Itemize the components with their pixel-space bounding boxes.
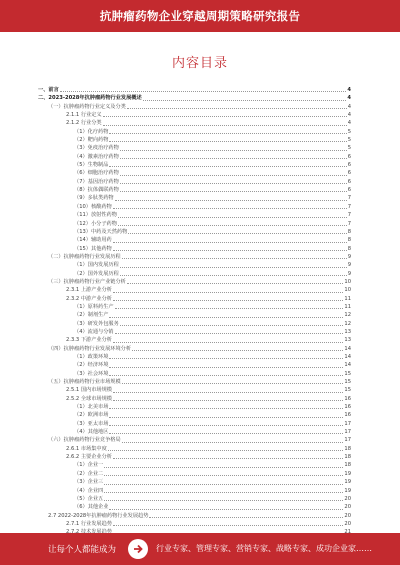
toc-entry-label: 2.7 2022-2028年抗肿瘤药物行业发展趋势: [48, 512, 149, 519]
toc-entry-label: （1）政策环境: [74, 354, 109, 360]
toc-entry-page: 11: [344, 295, 351, 302]
toc-dot-leader: [109, 374, 343, 376]
toc-entry[interactable]: [38, 236, 351, 244]
toc-entry-page: 6: [347, 178, 351, 185]
toc-entry-label: （2）经济环境: [74, 362, 109, 369]
toc-dot-leader: [109, 366, 343, 368]
toc-entry-label: （4）企业四: [74, 487, 104, 494]
toc-entry-page: 9: [347, 253, 351, 260]
toc-dot-leader: [113, 207, 347, 209]
toc-dot-leader: [109, 165, 346, 167]
toc-entry-label: （7）基因治疗药物: [74, 178, 119, 185]
toc-entry[interactable]: [38, 295, 351, 303]
toc-entry-label: （5）生物制品: [74, 162, 109, 169]
toc-entry[interactable]: [38, 303, 351, 311]
toc-entry[interactable]: [38, 270, 351, 278]
toc-dot-leader: [109, 316, 343, 318]
toc-entry-page: 4: [347, 112, 351, 119]
toc-dot-leader: [118, 224, 347, 226]
toc-dot-leader: [122, 382, 344, 384]
toc-entry-page: 14: [344, 362, 351, 369]
toc-entry[interactable]: [38, 245, 351, 253]
footer-banner: [0, 533, 400, 565]
toc-entry-label: 2.5.2 全球市场规模: [66, 395, 112, 402]
toc-dot-leader: [132, 349, 343, 351]
toc-entry[interactable]: [38, 403, 351, 411]
toc-dot-leader: [120, 157, 347, 159]
toc-entry-page: 16: [344, 412, 351, 419]
toc-entry-page: 19: [344, 470, 351, 477]
toc-entry[interactable]: [38, 487, 351, 495]
toc-entry-page: 13: [344, 337, 351, 344]
toc-entry-label: （13）中药及天然药物: [74, 228, 128, 235]
toc-entry[interactable]: [38, 261, 351, 269]
toc-dot-leader: [113, 457, 343, 459]
toc-entry-label: （2）欧洲市场: [74, 412, 109, 419]
toc-entry[interactable]: [38, 136, 351, 144]
toc-entry[interactable]: [38, 386, 351, 394]
toc-entry-label: 二、2023-2028年抗肿瘤药物行业发展概述: [38, 95, 142, 102]
toc-entry-page: 9: [347, 262, 351, 269]
footer-tagline: 行业专家、管理专家、营销专家、战略专家、成功企业家……: [156, 544, 372, 553]
toc-entry-label: （3）研发外包服务: [74, 320, 119, 327]
toc-entry-page: 8: [347, 245, 351, 252]
toc-entry-page: 7: [347, 212, 351, 219]
toc-dot-leader: [113, 249, 347, 251]
toc-entry[interactable]: [38, 278, 351, 286]
toc-entry[interactable]: [38, 203, 351, 211]
toc-entry-label: （3）社会环境: [74, 370, 109, 377]
toc-entry-page: 8: [347, 237, 351, 244]
toc-entry-page: 8: [347, 228, 351, 235]
toc-entry-label: （12）小分子药物: [74, 220, 117, 227]
toc-entry-page: 10: [344, 287, 351, 294]
toc-entry-page: 5: [347, 145, 351, 152]
toc-entry-page: 4: [347, 87, 351, 93]
toc-entry-label: （四）抗肿瘤药物行业发展环境分析: [48, 345, 132, 352]
toc-entry-page: 20: [344, 512, 351, 519]
toc-entry[interactable]: [38, 520, 351, 528]
toc-entry-page: 16: [344, 395, 351, 402]
toc-entry[interactable]: [38, 128, 351, 136]
toc-entry-label: （1）国内发展历程: [74, 262, 119, 269]
toc-entry-label: （1）企业一: [74, 462, 104, 469]
toc-entry[interactable]: [38, 470, 351, 478]
toc-entry-label: （4）其他地区: [74, 429, 109, 436]
toc-entry[interactable]: [38, 512, 351, 520]
toc-dot-leader: [127, 282, 344, 284]
toc-dot-leader: [104, 499, 343, 501]
toc-entry-label: （二）抗肿瘤药物行业发展历程: [48, 253, 121, 260]
toc-dot-leader: [113, 399, 343, 401]
toc-dot-leader: [115, 199, 347, 201]
toc-entry[interactable]: [38, 453, 351, 461]
toc-entry-page: 12: [344, 320, 351, 327]
toc-dot-leader: [120, 266, 347, 268]
toc-entry-page: 5: [347, 128, 351, 135]
toc-dot-leader: [122, 441, 344, 443]
toc-entry[interactable]: [38, 370, 351, 378]
toc-dot-leader: [60, 90, 347, 92]
toc-entry[interactable]: [38, 186, 351, 194]
toc-dot-leader: [109, 357, 343, 359]
toc-entry-label: 2.3.2 中游产业分析: [66, 295, 112, 302]
toc-entry-page: 15: [344, 379, 351, 386]
toc-entry-page: 6: [347, 170, 351, 177]
toc-dot-leader: [109, 508, 343, 510]
toc-entry[interactable]: [38, 103, 351, 111]
toc-dot-leader: [108, 449, 344, 451]
toc-entry[interactable]: [38, 503, 351, 511]
toc-entry[interactable]: [38, 286, 351, 294]
toc-entry-label: （3）企业三: [74, 479, 104, 486]
toc-entry-label: （1）北美市场: [74, 404, 109, 411]
toc-entry[interactable]: [38, 111, 351, 119]
toc-entry-label: （1）原料药生产: [74, 303, 114, 310]
toc-entry-label: （5）企业五: [74, 495, 104, 502]
toc-entry-label: （6）细胞治疗药物: [74, 170, 119, 177]
toc-entry[interactable]: [38, 328, 351, 336]
toc-dot-leader: [109, 424, 343, 426]
toc-entry[interactable]: [38, 161, 351, 169]
toc-dot-leader: [118, 216, 347, 218]
toc-entry-label: 2.6.2 主要企业分析: [66, 454, 112, 461]
toc-entry-label: （9）多肽类药物: [74, 195, 114, 202]
toc-entry-label: （8）抗体偶联药物: [74, 187, 119, 194]
toc-dot-leader: [103, 124, 347, 126]
toc-entry-page: 16: [344, 404, 351, 411]
toc-dot-leader: [113, 391, 343, 393]
toc-entry[interactable]: [38, 345, 351, 353]
toc-dot-leader: [113, 524, 343, 526]
header-banner: [0, 0, 400, 32]
toc-entry[interactable]: [38, 336, 351, 344]
toc-entry-label: （2）国外发展历程: [74, 270, 119, 277]
toc-entry[interactable]: [38, 144, 351, 152]
toc-entry-label: 2.3.3 下游产业分析: [66, 337, 112, 344]
toc-entry-page: 4: [347, 95, 351, 102]
toc-entry[interactable]: [38, 361, 351, 369]
toc-entry-label: （2）靶向药物: [74, 137, 109, 144]
toc-title: 内容目录: [171, 56, 228, 71]
toc-entry[interactable]: [38, 228, 351, 236]
toc-entry-page: 18: [344, 462, 351, 469]
toc-entry-page: 6: [347, 162, 351, 169]
toc-entry-page: 7: [347, 195, 351, 202]
toc-dot-leader: [120, 324, 344, 326]
toc-dot-leader: [120, 182, 347, 184]
toc-entry-label: （1）化疗药物: [74, 128, 109, 135]
toc-dot-leader: [115, 332, 344, 334]
toc-entry-label: （六）抗肿瘤药物行业竞争格局: [48, 437, 121, 444]
toc-entry-label: （14）辅助用药: [74, 237, 112, 244]
toc-entry-page: 18: [344, 454, 351, 461]
toc-entry-page: 6: [347, 187, 351, 194]
toc-entry[interactable]: [38, 395, 351, 403]
toc-dot-leader: [127, 107, 347, 109]
toc-dot-leader: [104, 474, 343, 476]
toc-entry-page: 14: [344, 345, 351, 352]
toc-dot-leader: [109, 140, 346, 142]
table-of-contents: [38, 86, 351, 537]
toc-entry[interactable]: [38, 211, 351, 219]
toc-entry[interactable]: [38, 169, 351, 177]
toc-entry[interactable]: [38, 86, 351, 94]
toc-dot-leader: [128, 232, 346, 234]
toc-entry-label: 2.3.1 上游产业分析: [66, 287, 112, 294]
toc-dot-leader: [109, 416, 343, 418]
toc-entry-page: 10: [344, 278, 351, 285]
toc-entry-label: （10）核酸药物: [74, 203, 112, 210]
toc-entry-page: 7: [347, 220, 351, 227]
toc-dot-leader: [104, 466, 343, 468]
toc-entry[interactable]: [38, 253, 351, 261]
toc-dot-leader: [113, 299, 343, 301]
toc-entry-label: （三）抗肿瘤药物行业产业链分析: [48, 278, 126, 285]
toc-entry[interactable]: [38, 495, 351, 503]
toc-entry[interactable]: [38, 353, 351, 361]
footer-slogan: 让每个人都能成为: [48, 545, 117, 555]
toc-entry-page: 12: [344, 312, 351, 319]
toc-dot-leader: [104, 491, 343, 493]
toc-entry-label: （2）企业二: [74, 470, 104, 477]
toc-dot-leader: [104, 483, 343, 485]
toc-entry-label: （4）流通与分销: [74, 328, 114, 335]
toc-entry-page: 13: [344, 328, 351, 335]
toc-entry[interactable]: [38, 94, 351, 102]
toc-entry-label: （6）其他企业: [74, 504, 109, 511]
toc-entry-page: 4: [347, 120, 351, 127]
toc-entry[interactable]: [38, 220, 351, 228]
toc-entry-label: （11）放射性药物: [74, 212, 117, 219]
toc-dot-leader: [120, 190, 347, 192]
toc-entry-page: 9: [347, 270, 351, 277]
toc-entry-page: 15: [344, 387, 351, 394]
toc-entry-label: （15）其他药物: [74, 245, 112, 252]
toc-dot-leader: [120, 149, 347, 151]
toc-entry-page: 11: [344, 303, 351, 310]
toc-entry-page: 19: [344, 479, 351, 486]
toc-entry[interactable]: [38, 119, 351, 127]
toc-entry-page: 7: [347, 203, 351, 210]
toc-entry-label: （2）制剂生产: [74, 312, 109, 319]
toc-dot-leader: [109, 432, 343, 434]
toc-entry-label: 2.6.1 市场集中度: [66, 445, 107, 452]
toc-entry-label: （一）抗肿瘤药物行业定义及分类: [48, 103, 126, 110]
toc-entry-label: （3）免疫治疗药物: [74, 145, 119, 152]
toc-dot-leader: [143, 99, 347, 101]
toc-dot-leader: [149, 516, 343, 518]
toc-entry[interactable]: [38, 461, 351, 469]
toc-entry-label: 2.1.1 行业定义: [66, 112, 102, 119]
toc-entry-label: （3）亚太市场: [74, 420, 109, 427]
toc-entry-page: 19: [344, 487, 351, 494]
toc-entry-page: 5: [347, 137, 351, 144]
toc-entry-page: 20: [344, 520, 351, 527]
toc-entry[interactable]: [38, 478, 351, 486]
toc-entry-page: 18: [344, 445, 351, 452]
toc-entry-page: 14: [344, 354, 351, 360]
toc-entry-label: 一、前言: [38, 87, 59, 93]
toc-entry-label: 2.1.2 行业分类: [66, 120, 102, 127]
toc-entry[interactable]: [38, 378, 351, 386]
toc-entry[interactable]: [38, 420, 351, 428]
toc-dot-leader: [109, 132, 346, 134]
toc-entry[interactable]: [38, 436, 351, 444]
toc-dot-leader: [109, 407, 343, 409]
toc-entry[interactable]: [38, 428, 351, 436]
toc-entry-label: （五）抗肿瘤药物行业市场规模: [48, 379, 121, 386]
toc-entry[interactable]: [38, 320, 351, 328]
arrow-right-icon: [128, 539, 148, 559]
toc-entry[interactable]: [38, 153, 351, 161]
toc-dot-leader: [113, 291, 343, 293]
report-title: 抗肿瘤药物企业穿越周期策略研究报告: [99, 9, 301, 23]
toc-dot-leader: [115, 307, 344, 309]
toc-dot-leader: [120, 174, 347, 176]
toc-entry-page: 20: [344, 504, 351, 511]
toc-entry-page: 4: [347, 103, 351, 110]
toc-dot-leader: [120, 274, 347, 276]
toc-entry-page: 17: [344, 437, 351, 444]
toc-dot-leader: [122, 257, 347, 259]
toc-dot-leader: [103, 115, 347, 117]
toc-entry-page: 6: [347, 153, 351, 160]
toc-entry-label: 2.7.1 行业发展趋势: [66, 520, 112, 527]
toc-entry[interactable]: [38, 445, 351, 453]
toc-entry[interactable]: [38, 178, 351, 186]
toc-entry[interactable]: [38, 411, 351, 419]
toc-entry-page: 15: [344, 370, 351, 377]
toc-dot-leader: [113, 241, 347, 243]
toc-entry[interactable]: [38, 311, 351, 319]
toc-entry-page: 17: [344, 420, 351, 427]
toc-entry[interactable]: [38, 194, 351, 202]
toc-entry-page: 20: [344, 495, 351, 502]
toc-dot-leader: [113, 341, 343, 343]
toc-entry-label: （4）激素治疗药物: [74, 153, 119, 160]
toc-entry-page: 17: [344, 429, 351, 436]
toc-entry-label: 2.5.1 国内市场规模: [66, 387, 112, 394]
